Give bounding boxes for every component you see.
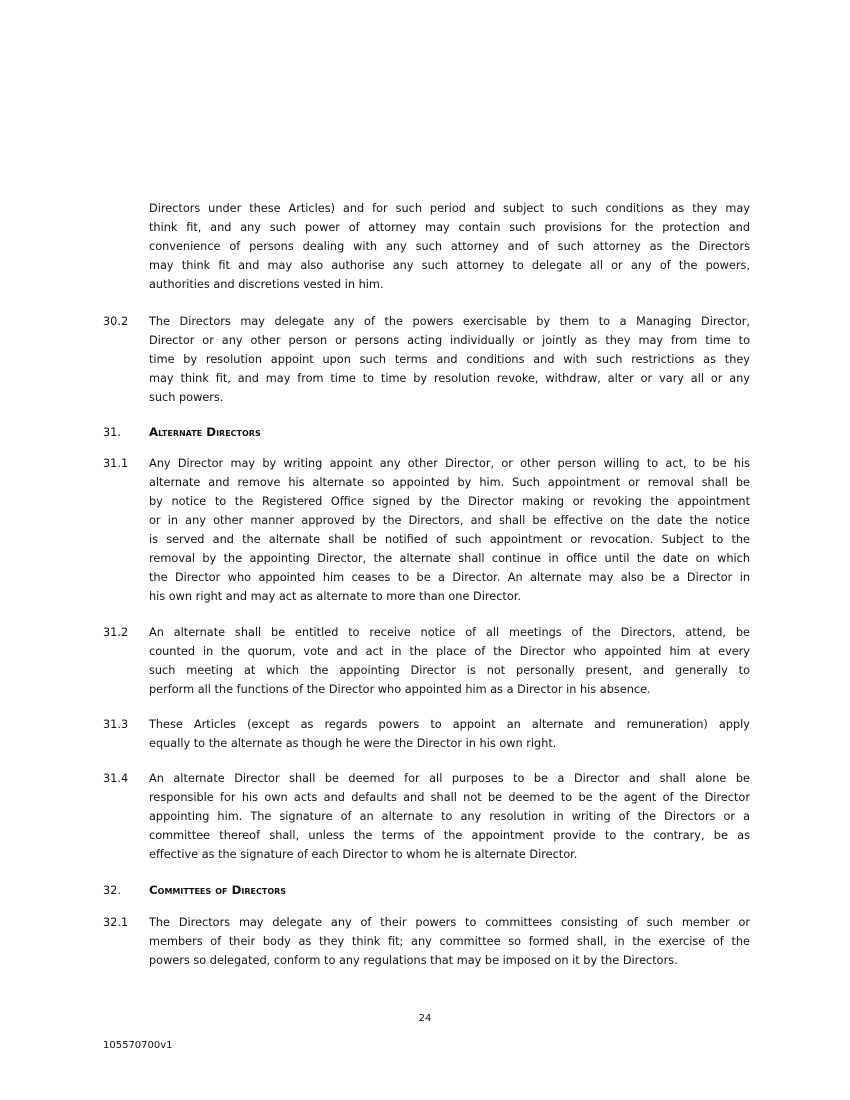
text-line: perform all the functions of the Director who appointed him as a Director in his absence.: [149, 683, 651, 696]
text-line: by notice to the Registered Office signed by the Director making or revoking the appointment: [149, 495, 750, 508]
clause-paragraph: [149, 623, 750, 699]
section-heading: Alternate Directors: [149, 425, 261, 439]
text-line: counted in the quorum, vote and act in the place of the Director who appointed him at every: [149, 645, 750, 658]
section-heading: Committees of Directors: [149, 883, 287, 897]
text-line: The Directors may delegate any of the powers exercisable by them to a Managing Director,: [149, 315, 750, 328]
text-line: his own right and may act as alternate to more than one Director.: [149, 590, 521, 603]
text-line: time by resolution appoint upon such terms and conditions and with such restrictions as they: [149, 353, 750, 366]
text-line: Director or any other person or persons acting individually or jointly as they may from time to: [149, 334, 750, 347]
text-line: powers so delegated, conform to any regulations that may be imposed on it by the Directors.: [149, 954, 678, 967]
text-line: or in any other manner approved by the Directors, and shall be effective on the date the notice: [149, 514, 750, 527]
text-line: Directors under these Articles) and for such period and subject to such conditions as they may: [149, 202, 750, 215]
text-line: The Directors may delegate any of their powers to committees consisting of such member or: [149, 916, 750, 929]
clause-paragraph: [149, 913, 750, 970]
text-line: An alternate shall be entitled to receive notice of all meetings of the Directors, attend, be: [149, 626, 750, 639]
text-line: members of their body as they think fit; any committee so formed shall, in the exercise of the: [149, 935, 750, 948]
clause-number: 31.1: [103, 457, 129, 470]
clause-number: 32.: [103, 884, 121, 897]
text-line: An alternate Director shall be deemed for all purposes to be a Director and shall alone be: [149, 772, 750, 785]
clause-number: 32.1: [103, 916, 129, 929]
text-line: appointing him. The signature of an alternate to any resolution in writing of the Directors or a: [149, 810, 750, 823]
clause-paragraph: [149, 199, 750, 294]
text-line: the Director who appointed him ceases to be a Director. An alternate may also be a Director in: [149, 571, 750, 584]
text-line: equally to the alternate as though he were the Director in his own right.: [149, 737, 557, 750]
text-line: such powers.: [149, 391, 224, 404]
clause-paragraph: [149, 312, 750, 407]
clause-number: 31.: [103, 426, 121, 439]
text-line: responsible for his own acts and defaults and shall not be deemed to be the agent of the Director: [149, 791, 750, 804]
clause-paragraph: [149, 454, 750, 606]
page-number: 24: [418, 1013, 432, 1024]
text-line: think fit, and any such power of attorney may contain such provisions for the protection and: [149, 221, 750, 234]
clause-number: 31.4: [103, 772, 129, 785]
text-line: may think fit, and may from time to time by resolution revoke, withdraw, alter or vary all or any: [149, 372, 750, 385]
document-reference: 105570700v1: [103, 1040, 173, 1051]
text-line: alternate and remove his alternate so appointed by him. Such appointment or removal shall be: [149, 476, 750, 489]
text-line: effective as the signature of each Director to whom he is alternate Director.: [149, 848, 578, 861]
clause-number: 31.3: [103, 718, 129, 731]
clause-paragraph: [149, 769, 750, 864]
clause-number: 31.2: [103, 626, 129, 639]
clause-number: 30.2: [103, 315, 129, 328]
text-line: may think fit and may also authorise any such attorney to delegate all or any of the powers,: [149, 259, 750, 272]
text-line: authorities and discretions vested in him.: [149, 278, 384, 291]
text-line: such meeting at which the appointing Director is not personally present, and generally to: [149, 664, 750, 677]
text-line: is served and the alternate shall be notified of such appointment or revocation. Subject to the: [149, 533, 750, 546]
text-line: removal by the appointing Director, the alternate shall continue in office until the date on which: [149, 552, 750, 565]
text-line: convenience of persons dealing with any such attorney and of such attorney as the Directors: [149, 240, 750, 253]
text-line: These Articles (except as regards powers to appoint an alternate and remuneration) apply: [149, 718, 750, 731]
clause-paragraph: [149, 715, 750, 753]
text-line: committee thereof shall, unless the terms of the appointment provide to the contrary, be as: [149, 829, 750, 842]
text-line: Any Director may by writing appoint any other Director, or other person willing to act, to be his: [149, 457, 750, 470]
